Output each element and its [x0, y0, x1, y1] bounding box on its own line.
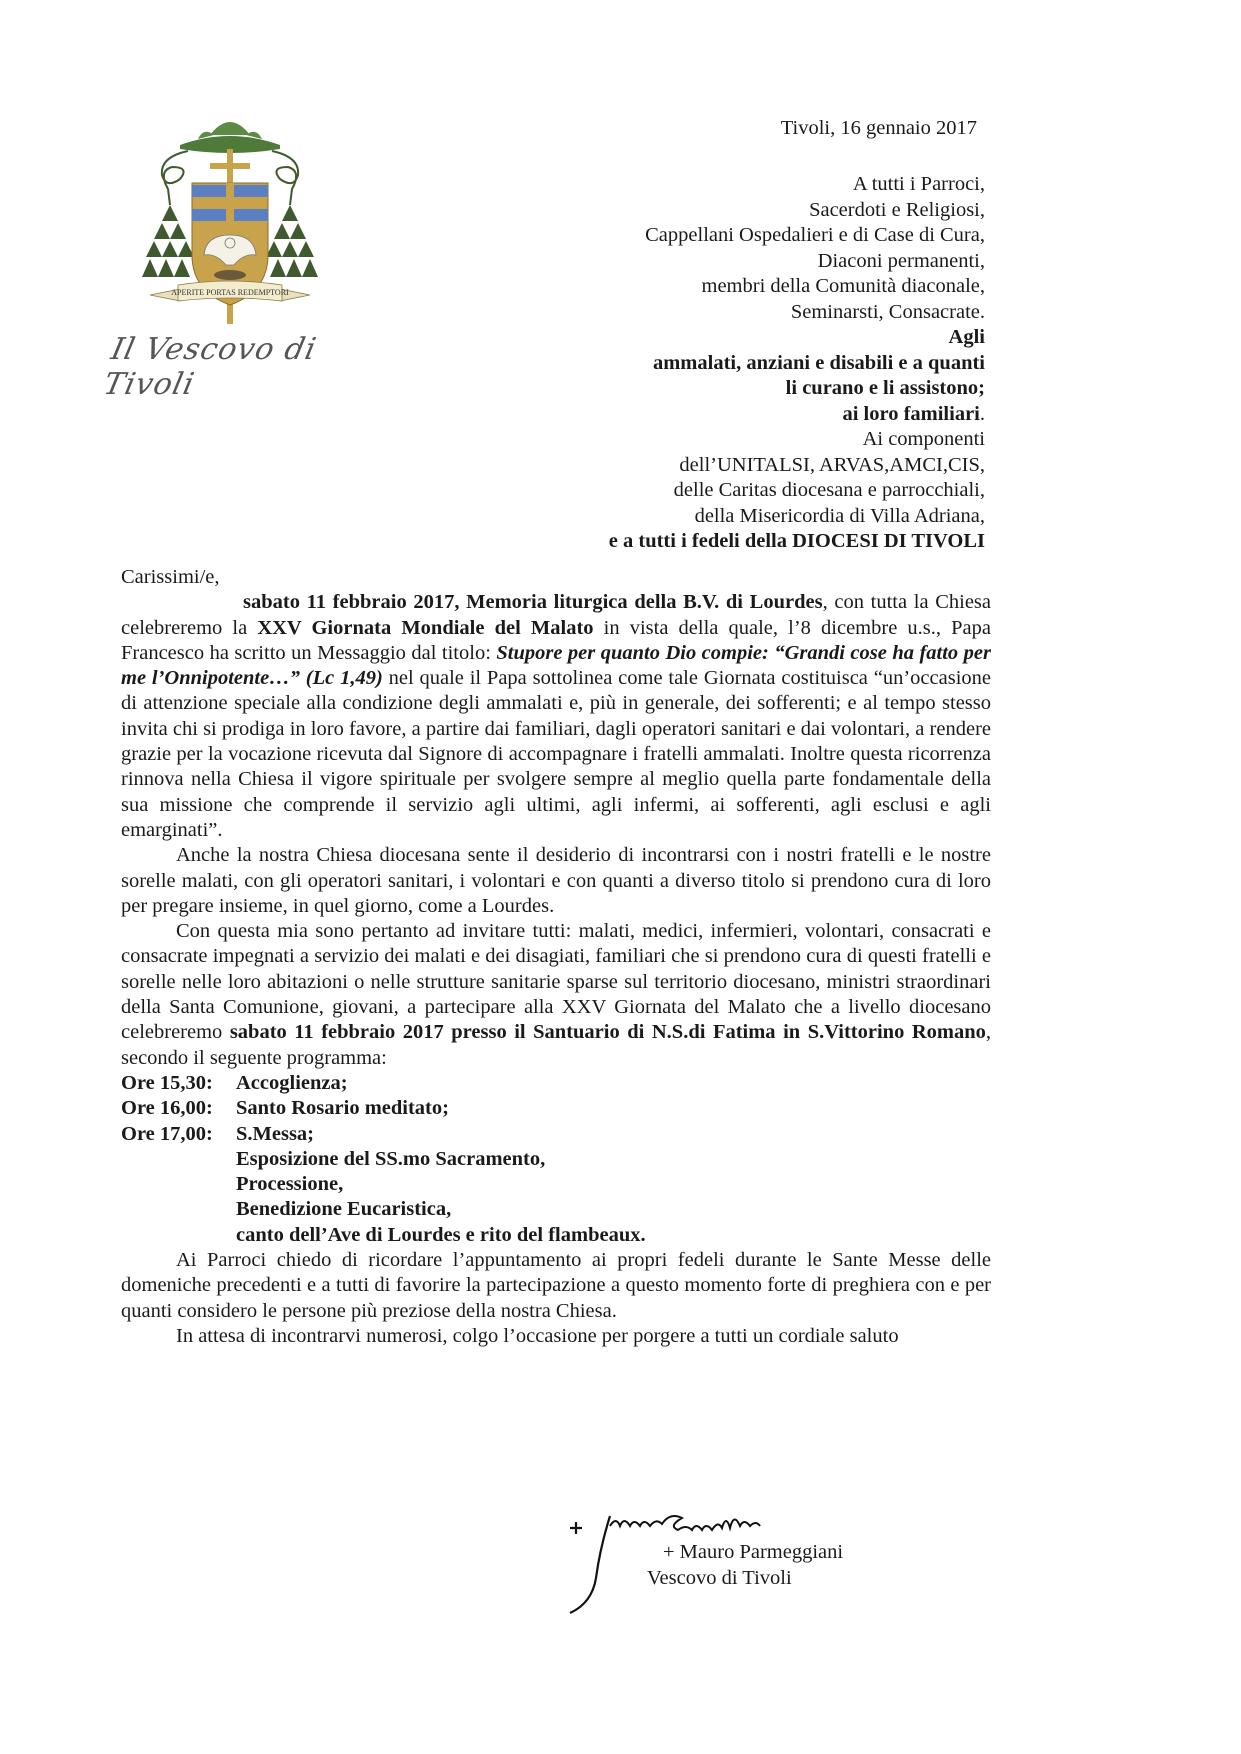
p1-text-2: in vista della quale, l’8 dicembre u.s., Papa Francesco ha scritto un Messaggio dal titolo:	[121, 616, 991, 664]
addressee-line: Sacerdoti e Religiosi,	[809, 198, 985, 221]
addressee-line	[609, 402, 985, 428]
addressee-line: Cappellani Ospedalieri e di Case di Cura,	[645, 224, 985, 246]
p1-text-3: nel quale il Papa sottolinea come tale Giornata costituisca “un’occasione di attenzione speciale alla condizione degli ammalati e, più in generale, dei sofferenti; e al tempo stesso invita chi si prodiga in loro favore, a partire dai familiari, dagli operatori sanitari e dai volontari, a rendere grazie per la vocazione ricevuta dal Signore di accompagnare i fratelli ammalati. Inoltre questa ricorrenza rinnova nella Chiesa il vigore spirituale per svolgere sempre al meglio quella parte fondamentale della sua missione che comprende il servizio agli ultimi, agli infermi, ai sofferenti, agli esclusi e agli emarginati”.	[121, 667, 991, 841]
coat-of-arms-icon	[140, 105, 320, 335]
p1-text-1: , con tutta la Chiesa celebreremo la	[121, 591, 992, 639]
program-activity: Processione,	[236, 1173, 344, 1196]
signatory-name: + Mauro Parmeggiani	[663, 1541, 844, 1563]
addressee-line: Agli	[948, 326, 985, 348]
paragraph-4: Ai Parroci chiedo di ricordare l’appuntamento ai propri fedeli durante le Sante Messe delle domeniche precedenti e a tutti di favorire la partecipazione a questo momento forte di preghiera con e per quanti considero le persone più preziose della nostra Chiesa.	[121, 1249, 991, 1322]
p1-bold-date: sabato 11 febbraio 2017, Memoria liturgica della B.V. di Lourdes	[243, 591, 823, 614]
program-time: Ore 15,30:	[121, 1071, 213, 1094]
program-item	[121, 1172, 991, 1197]
program-item	[121, 1147, 991, 1172]
p3-text-1: Con questa mia sono pertanto ad invitare tutti: malati, medici, infermieri, volontari, consacrati e consacrate impegnati a servizio dei malati e dei disagiati, familiari che si prendono cura di questi fratelli e sorelle nelle loro abitazioni o nelle strutture sanitarie sparse sul territorio diocesano, ministri straordinari della Santa Comunione, giovani, a partecipare alla XXV Giornata del Malato che a livello diocesano celebreremo	[121, 920, 991, 1044]
addressee-line: delle Caritas diocesana e parrocchiali,	[673, 479, 985, 501]
coat-of-arms	[140, 105, 320, 335]
addressee-bold-text: ai loro familiari	[842, 402, 980, 425]
program-activity: Esposizione del SS.mo Sacramento,	[236, 1147, 546, 1170]
addressee-line: Ai componenti	[862, 428, 985, 450]
closing-paragraph: In attesa di incontrarvi numerosi, colgo l’occasione per porgere a tutti un cordiale saluto	[176, 1324, 899, 1347]
program-activity: Benedizione Eucaristica,	[236, 1198, 452, 1221]
addressee-block	[609, 172, 985, 555]
addressee-suffix: .	[979, 402, 985, 425]
program-activity: Accoglienza;	[236, 1071, 348, 1094]
paragraph-1	[121, 590, 991, 843]
crest-motto: APERITE PORTAS REDEMPTORI	[171, 288, 289, 297]
addressee-line: della Misericordia di Villa Adriana,	[694, 504, 985, 527]
addressee-line: A tutti i Parroci,	[852, 173, 985, 195]
addressee-line: membri della Comunità diaconale,	[701, 275, 985, 297]
paragraph-3	[121, 919, 991, 1071]
program-activity: Santo Rosario meditato;	[236, 1097, 449, 1120]
program-item	[121, 1071, 991, 1096]
addressee-line: li curano e li assistono;	[785, 377, 985, 399]
letterhead-script-title: Il Vescovo di Tivoli	[100, 332, 320, 402]
p3-text-2: , secondo il seguente programma:	[121, 1021, 992, 1069]
signatory-role: Vescovo di Tivoli	[647, 1567, 792, 1589]
letter-body	[121, 565, 991, 1349]
program-item	[121, 1197, 991, 1222]
addressee-line: Diaconi permanenti,	[817, 249, 985, 272]
addressee-line: e a tutti i fedeli della DIOCESI DI TIVOLI	[608, 530, 985, 552]
p1-message-title: Stupore per quanto Dio compie: “Grandi cose ha fatto per me l’Onnipotente…” (Lc 1,49)	[121, 641, 991, 690]
program-activity: canto dell’Ave di Lourdes e rito del flambeaux.	[236, 1223, 646, 1246]
program-time: Ore 16,00:	[121, 1097, 213, 1120]
paragraph-2: Anche la nostra Chiesa diocesana sente il desiderio di incontrarsi con i nostri fratelli e le nostre sorelle malati, con gli operatori sanitari, i volontari e con quanti a diverso titolo si prendono cura di loro per pregare insieme, in quel giorno, come a Lourdes.	[121, 844, 991, 917]
program-activity: S.Messa;	[236, 1122, 315, 1145]
p1-bold-event: XXV Giornata Mondiale del Malato	[257, 616, 594, 639]
p3-bold-venue: sabato 11 febbraio 2017 presso il Santuario di N.S.di Fatima in S.Vittorino Romano	[229, 1021, 986, 1044]
program-item	[121, 1096, 991, 1121]
program-item	[121, 1223, 991, 1248]
letter-date: Tivoli, 16 gennaio 2017	[780, 117, 977, 139]
program-time: Ore 17,00:	[121, 1122, 213, 1145]
addressee-line: ammalati, anziani e disabili e a quanti	[652, 351, 985, 374]
addressee-line: Seminarsti, Consacrate.	[790, 300, 985, 323]
program-item	[121, 1122, 991, 1147]
program-list	[121, 1071, 991, 1248]
salutation: Carissimi/e,	[121, 566, 220, 588]
addressee-line: dell’UNITALSI, ARVAS,AMCI,CIS,	[679, 453, 985, 476]
